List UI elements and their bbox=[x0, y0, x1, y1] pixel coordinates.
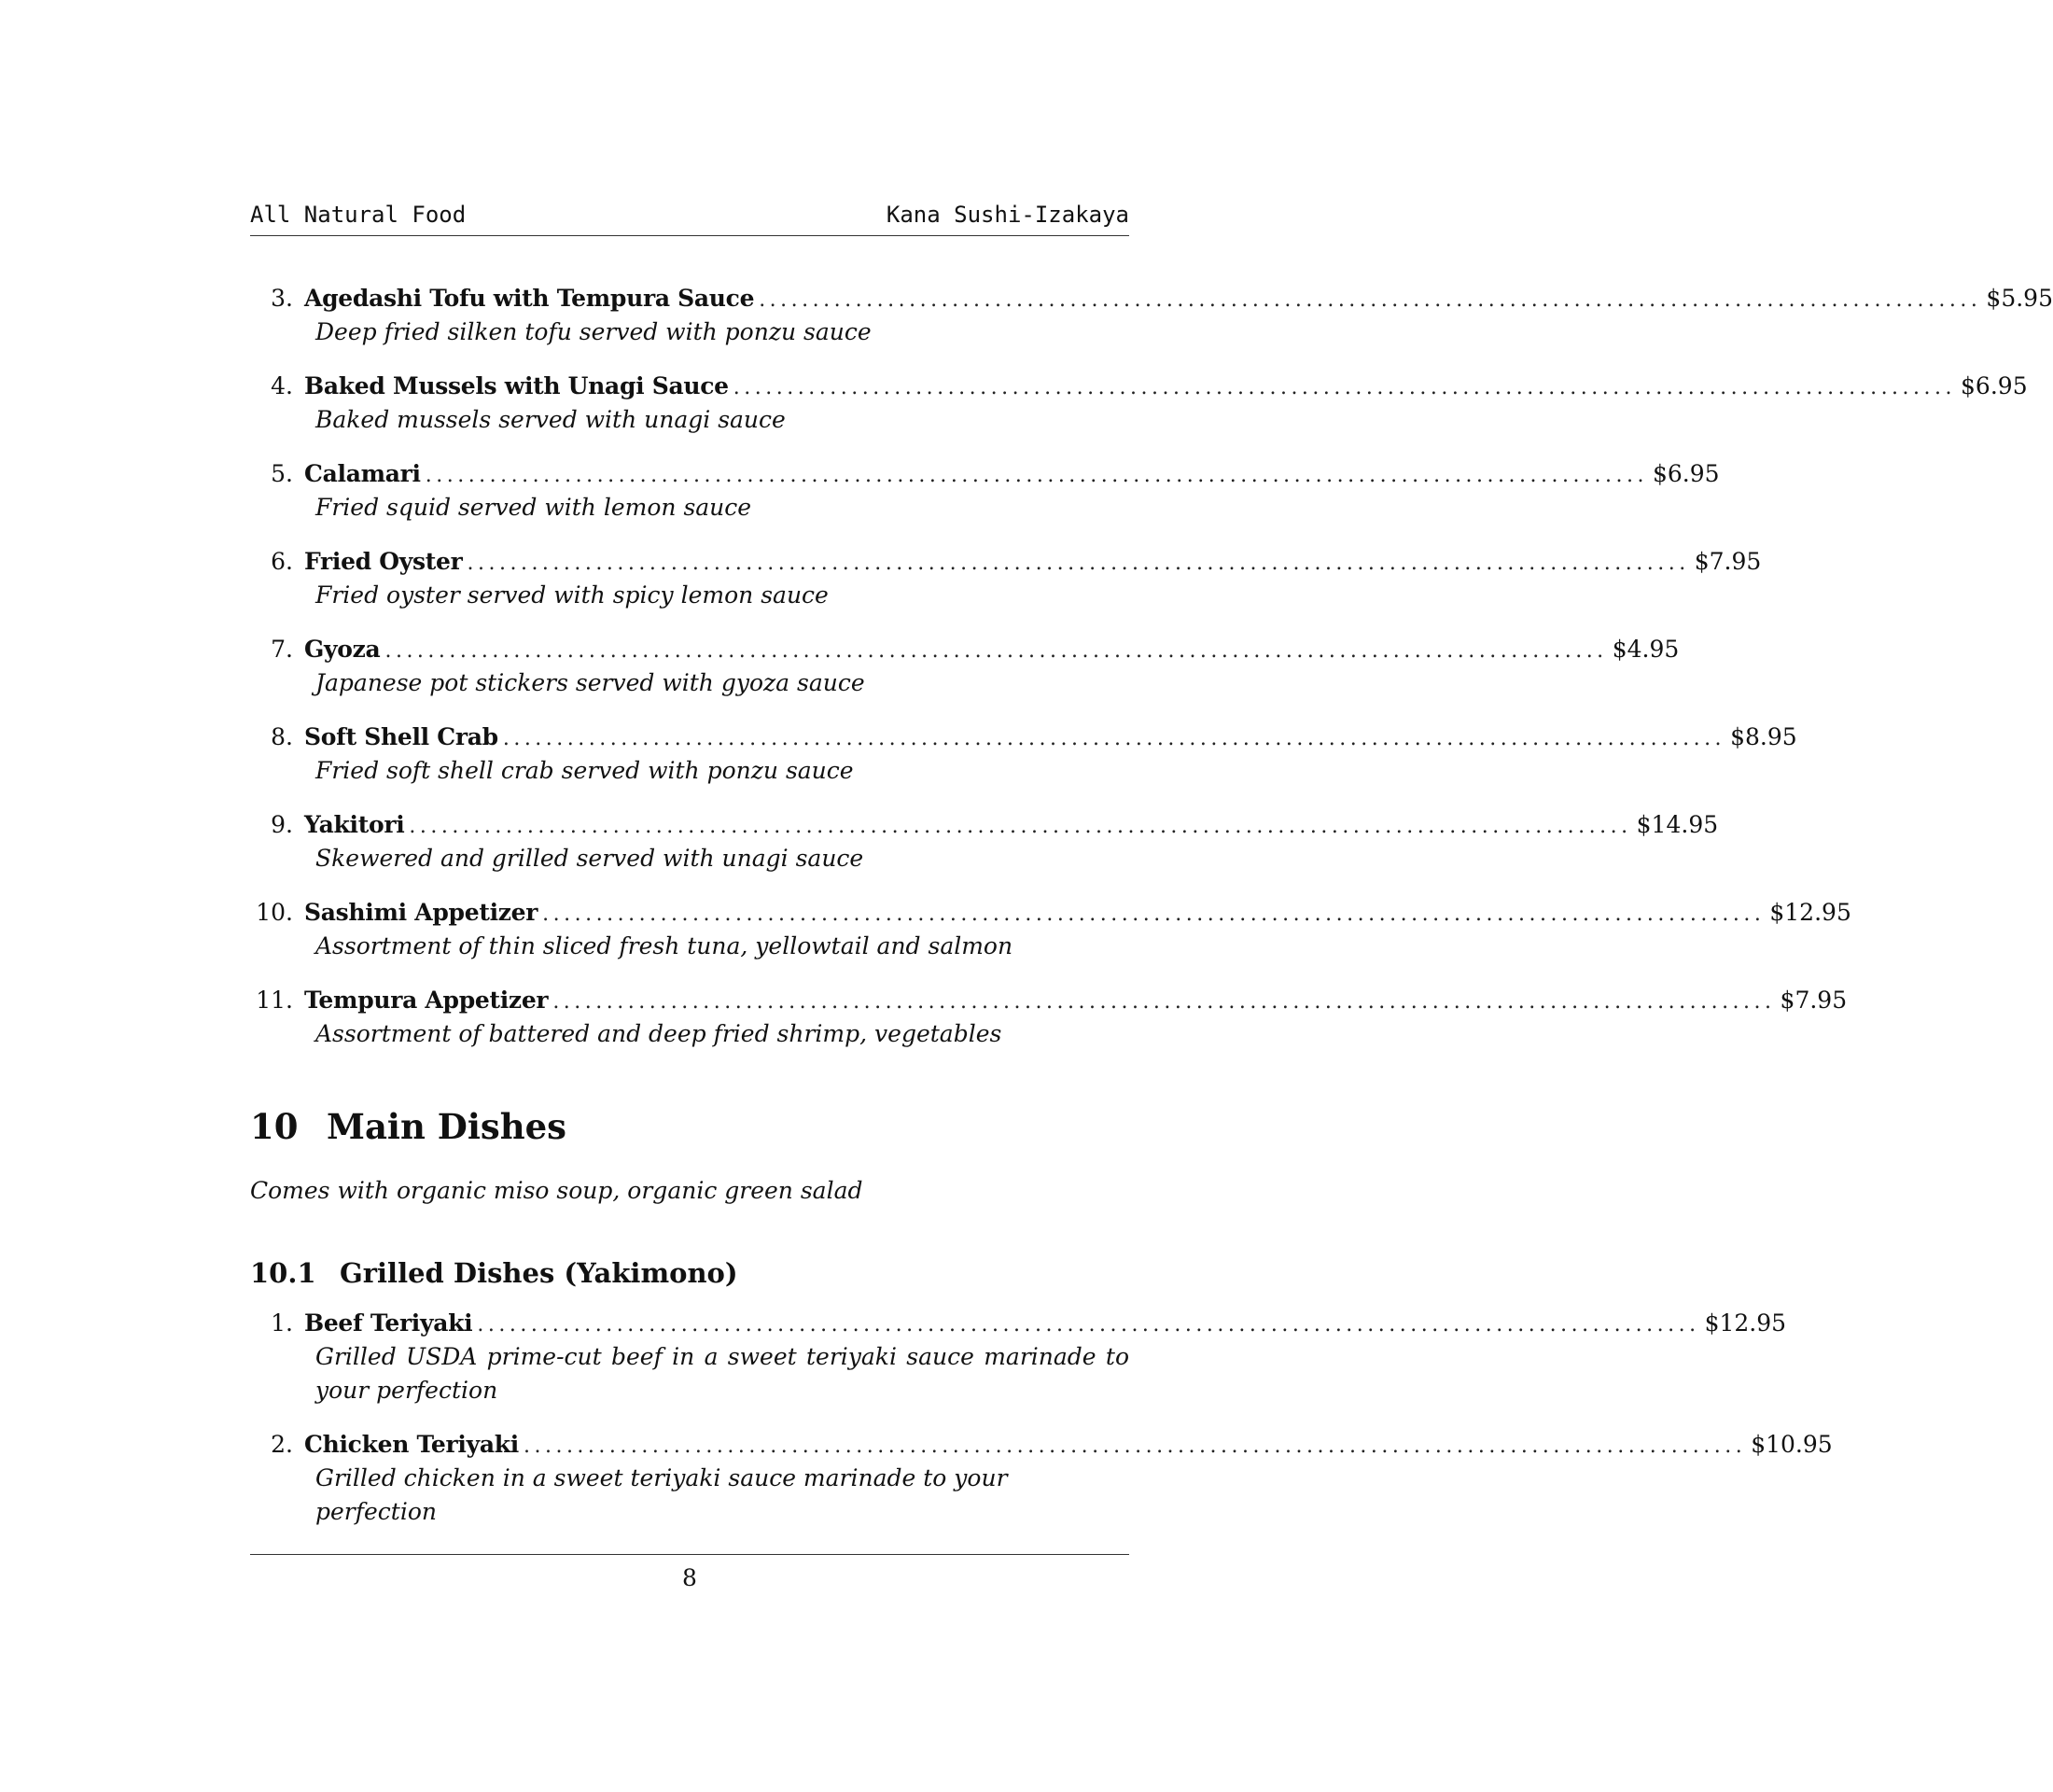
menu-item bbox=[250, 633, 1680, 721]
item-name: Yakitori bbox=[304, 811, 405, 838]
item-price: $6.95 bbox=[1652, 460, 1720, 487]
item-description: Baked mussels served with unagi sauce bbox=[315, 406, 786, 433]
item-name: Beef Teriyaki bbox=[304, 1309, 473, 1337]
dot-leader: .................................................................................................................. bbox=[409, 815, 1632, 838]
item-name: Soft Shell Crab bbox=[304, 723, 498, 750]
menu-item bbox=[250, 370, 2028, 457]
dot-leader: .................................................................................................................. bbox=[759, 288, 1982, 312]
item-name: Fried Oyster bbox=[304, 548, 463, 575]
menu-item bbox=[250, 984, 1848, 1071]
section-note: Comes with organic miso soup, organic green salad bbox=[250, 1177, 863, 1204]
item-number: 7. bbox=[271, 636, 293, 663]
item-number: 11. bbox=[256, 987, 293, 1014]
item-description: Grilled chicken in a sweet teriyaki sauce marinade to your perfection bbox=[315, 1464, 1008, 1525]
menu-item bbox=[250, 457, 1720, 545]
dot-leader: .................................................................................................................. bbox=[425, 464, 1648, 487]
menu-item bbox=[250, 545, 1762, 633]
menu-item bbox=[250, 721, 1797, 808]
item-name: Tempura Appetizer bbox=[304, 987, 549, 1014]
item-price: $7.95 bbox=[1694, 548, 1762, 575]
item-number: 10. bbox=[256, 899, 293, 926]
dot-leader: .................................................................................................................. bbox=[384, 639, 1608, 663]
header-right-text: Kana Sushi-Izakaya bbox=[886, 202, 1129, 228]
item-name: Chicken Teriyaki bbox=[304, 1431, 519, 1458]
item-number: 4. bbox=[271, 372, 293, 399]
item-price: $7.95 bbox=[1780, 987, 1848, 1014]
item-description: Assortment of thin sliced fresh tuna, yellowtail and salmon bbox=[315, 932, 1013, 959]
header-left-text: All Natural Food bbox=[250, 202, 467, 228]
item-number: 6. bbox=[271, 548, 293, 575]
footer-divider bbox=[250, 1554, 1129, 1555]
item-description: Fried oyster served with spicy lemon sauce bbox=[315, 581, 829, 609]
grilled-dish-list bbox=[250, 1307, 1833, 1525]
subsection-heading bbox=[250, 1254, 738, 1292]
dot-leader: .................................................................................................................. bbox=[467, 552, 1690, 575]
menu-item bbox=[250, 896, 1851, 984]
menu-item bbox=[250, 1428, 1833, 1525]
item-name: Baked Mussels with Unagi Sauce bbox=[304, 372, 729, 399]
dot-leader: .................................................................................................................. bbox=[552, 990, 1776, 1014]
section-heading bbox=[250, 1103, 566, 1150]
item-description: Japanese pot stickers served with gyoza sauce bbox=[315, 669, 865, 696]
item-number: 3. bbox=[271, 285, 293, 312]
dot-leader: .................................................................................................................. bbox=[477, 1313, 1700, 1337]
section-number: 10 bbox=[250, 1106, 299, 1147]
item-number: 5. bbox=[271, 460, 293, 487]
item-name: Agedashi Tofu with Tempura Sauce bbox=[304, 285, 755, 312]
item-name: Gyoza bbox=[304, 636, 381, 663]
item-price: $4.95 bbox=[1612, 636, 1680, 663]
appetizer-list bbox=[250, 282, 2053, 1071]
menu-item bbox=[250, 282, 2053, 370]
item-price: $5.95 bbox=[1986, 285, 2053, 312]
page-header bbox=[250, 200, 1129, 236]
item-description: Assortment of battered and deep fried shrimp, vegetables bbox=[315, 1020, 1002, 1047]
page-number: 8 bbox=[682, 1564, 697, 1591]
item-price: $14.95 bbox=[1636, 811, 1719, 838]
item-price: $8.95 bbox=[1730, 723, 1797, 750]
item-number: 1. bbox=[271, 1309, 293, 1337]
menu-item bbox=[250, 1307, 1787, 1428]
item-price: $10.95 bbox=[1751, 1431, 1833, 1458]
item-number: 2. bbox=[271, 1431, 293, 1458]
item-description: Skewered and grilled served with unagi sauce bbox=[315, 845, 864, 872]
item-price: $12.95 bbox=[1769, 899, 1851, 926]
dot-leader: .................................................................................................................. bbox=[523, 1435, 1747, 1458]
item-name: Calamari bbox=[304, 460, 421, 487]
item-number: 9. bbox=[271, 811, 293, 838]
item-price: $6.95 bbox=[1961, 372, 2028, 399]
item-description: Deep fried silken tofu served with ponzu sauce bbox=[315, 318, 872, 345]
item-description: Grilled USDA prime-cut beef in a sweet teriyaki sauce marinade to your perfection bbox=[315, 1343, 1129, 1404]
subsection-title: Grilled Dishes (Yakimono) bbox=[340, 1257, 738, 1289]
item-name: Sashimi Appetizer bbox=[304, 899, 538, 926]
section-title: Main Dishes bbox=[327, 1106, 567, 1147]
item-price: $12.95 bbox=[1704, 1309, 1787, 1337]
menu-item bbox=[250, 808, 1719, 896]
item-description: Fried squid served with lemon sauce bbox=[315, 494, 752, 521]
dot-leader: .................................................................................................................. bbox=[733, 376, 1957, 399]
item-description: Fried soft shell crab served with ponzu sauce bbox=[315, 757, 854, 784]
dot-leader: .................................................................................................................. bbox=[542, 903, 1766, 926]
item-number: 8. bbox=[271, 723, 293, 750]
subsection-number: 10.1 bbox=[250, 1257, 316, 1289]
dot-leader: .................................................................................................................. bbox=[502, 727, 1726, 750]
